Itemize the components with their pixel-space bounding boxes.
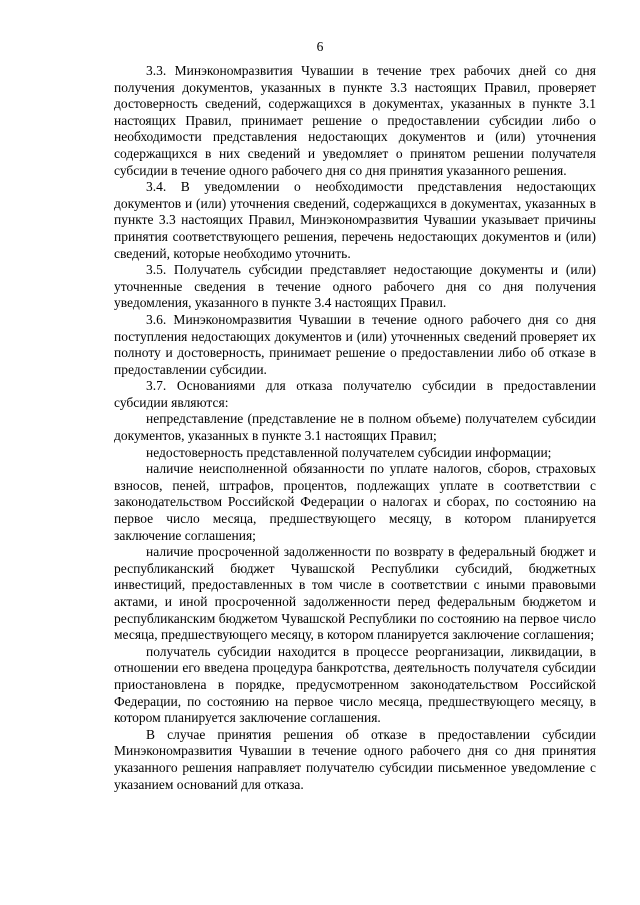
refusal-ground-tax-debt: наличие неисполненной обязанности по уплате налогов, сборов, страховых взносов, пеней, штрафов, процентов, подлежащих уплате в соответствии с законодательством Российской Федерации о налогах и сборах, по состоянию на первое число месяца, предшествующего месяцу, в котором планируется заключение соглашения; <box>114 461 596 543</box>
refusal-ground-budget-debt: наличие просроченной задолженности по возврату в федеральный бюджет и республиканский бюджет Чувашской Республики субсидий, бюджетных инвестиций, предоставленных в том числе в соответствии с иными правовыми актами, и иной просроченной задолженности перед федеральным бюджетом и республиканским бюджетом Чувашской Республики по состоянию на первое число месяца, предшествующего месяцу, в котором планируется заключение соглашения; <box>114 544 596 643</box>
paragraph-3-6: 3.6. Минэкономразвития Чувашии в течение одного рабочего дня со дня поступления недостающих документов и (или) уточненных сведений проверяет их полноту и достоверность, принимает решение о предоставлении либо об отказе в предоставлении субсидии. <box>114 311 596 377</box>
page-number: 6 <box>316 39 324 54</box>
paragraph-3-3: 3.3. Минэкономразвития Чувашии в течение трех рабочих дней со дня получения документов, указанных в пункте 3.3 настоящих Правил, проверяет достоверность сведений, содержащихся в документах, указанных в пункте 3.1 настоящих Правил, принимает решение о предоставлении субсидии либо о необходимости представления недостающих документов и (или) уточнения содержащихся в них сведений и уведомляет о принятом решении получателя субсидии в течение одного рабочего дня со дня принятия указанного решения. <box>114 63 596 178</box>
paragraph-3-4: 3.4. В уведомлении о необходимости представления недостающих документов и (или) уточнения сведений, содержащихся в документах, указанных в пункте 3.3 настоящих Правил, Минэкономразвития Чувашии указывает причины принятия соответствующего решения, перечень недостающих документов и (или) сведений, которые необходимо уточнить. <box>114 179 596 261</box>
paragraph-3-5: 3.5. Получатель субсидии представляет недостающие документы и (или) уточненные сведения в течение одного рабочего дня со дня получения уведомления, указанного в пункте 3.4 настоящих Правил. <box>114 262 596 311</box>
paragraph-3-7: 3.7. Основаниями для отказа получателю субсидии в предоставлении субсидии являются: <box>114 378 596 410</box>
paragraph-refusal-notice: В случае принятия решения об отказе в предоставлении субсидии Минэкономразвития Чувашии в течение одного рабочего дня со дня принятия указанного решения направляет получателю субсидии письменное уведомление с указанием оснований для отказа. <box>114 726 596 792</box>
refusal-ground-unreliable-info: недостоверность представленной получателем субсидии информации; <box>146 444 552 460</box>
refusal-ground-reorganization: получатель субсидии находится в процессе реорганизации, ликвидации, в отношении его введена процедура банкротства, деятельность получателя субсидии приостановлена в порядке, предусмотренном законодательством Российской Федерации, по состоянию на первое число месяца, предшествующего месяцу, в котором планируется заключение соглашения. <box>114 643 596 726</box>
refusal-ground-incomplete-documents: непредставление (представление не в полном объеме) получателем субсидии документов, указанных в пункте 3.1 настоящих Правил; <box>114 411 596 444</box>
document-body <box>114 63 596 793</box>
